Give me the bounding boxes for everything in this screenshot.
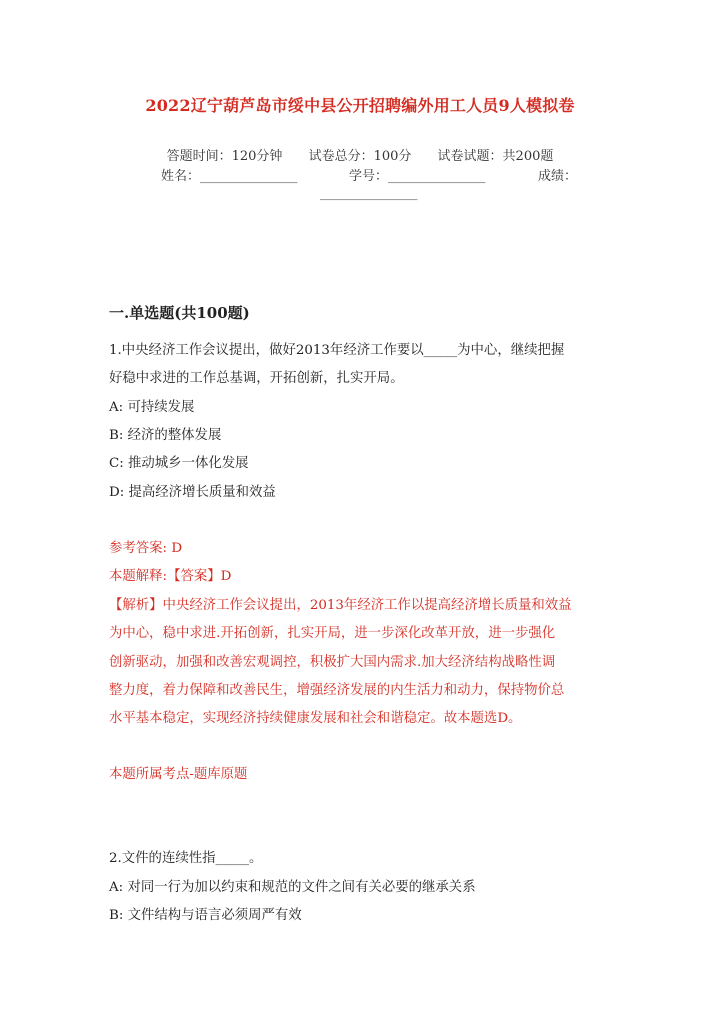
q1-explain-label: 本题解释:【答案】D [109, 569, 232, 584]
student-id-field: 学号：_______________ [349, 169, 486, 184]
exam-title: 2022辽宁葫芦岛市绥中县公开招聘编外用工人员9人模拟卷 [145, 96, 575, 115]
section-heading: 一.单选题(共100题) [109, 304, 250, 322]
q1-option-d: D: 提高经济增长质量和效益 [109, 485, 276, 500]
q1-option-b: B: 经济的整体发展 [109, 428, 222, 443]
score-field-label: 成绩： [538, 169, 578, 184]
exam-meta-row [0, 145, 720, 164]
q1-analysis-line2: 为中心，稳中求进.开拓创新，扎实开局，进一步深化改革开放，进一步强化 [109, 626, 556, 641]
q1-analysis-line1: 【解析】中央经济工作会议提出，2013年经济工作以提高经济增长质量和效益 [109, 598, 572, 613]
q1-analysis-line5: 水平基本稳定，实现经济持续健康发展和社会和谐稳定。故本题选D。 [109, 711, 522, 726]
q1-source: 本题所属考点-题库原题 [109, 767, 248, 782]
name-field: 姓名：_______________ [161, 169, 298, 184]
exam-question-count: 试卷试题：共200题 [437, 149, 554, 164]
score-blank: _______________ [320, 186, 418, 201]
q1-option-a: A: 可持续发展 [109, 400, 195, 415]
exam-time: 答题时间：120分钟 [166, 149, 283, 164]
q2-option-a: A: 对同一行为加以约束和规范的文件之间有关必要的继承关系 [109, 880, 476, 895]
q1-stem-line2: 好稳中求进的工作总基调，开拓创新，扎实开局。 [109, 371, 404, 386]
q1-stem-line1: 1.中央经济工作会议提出，做好2013年经济工作要以_____为中心，继续把握 [109, 343, 565, 358]
q1-analysis-line3: 创新驱动，加强和改善宏观调控，积极扩大国内需求.加大经济结构战略性调 [109, 655, 556, 670]
exam-total-score: 试卷总分：100分 [308, 149, 412, 164]
q1-answer: 参考答案: D [109, 541, 183, 556]
q2-option-b: B: 文件结构与语言必须周严有效 [109, 908, 302, 923]
q2-stem: 2.文件的连续性指_____。 [109, 851, 263, 866]
q1-option-c: C: 推动城乡一体化发展 [109, 456, 249, 471]
q1-analysis-line4: 整力度，着力保障和改善民生，增强经济发展的内生活力和动力，保持物价总 [109, 683, 565, 698]
